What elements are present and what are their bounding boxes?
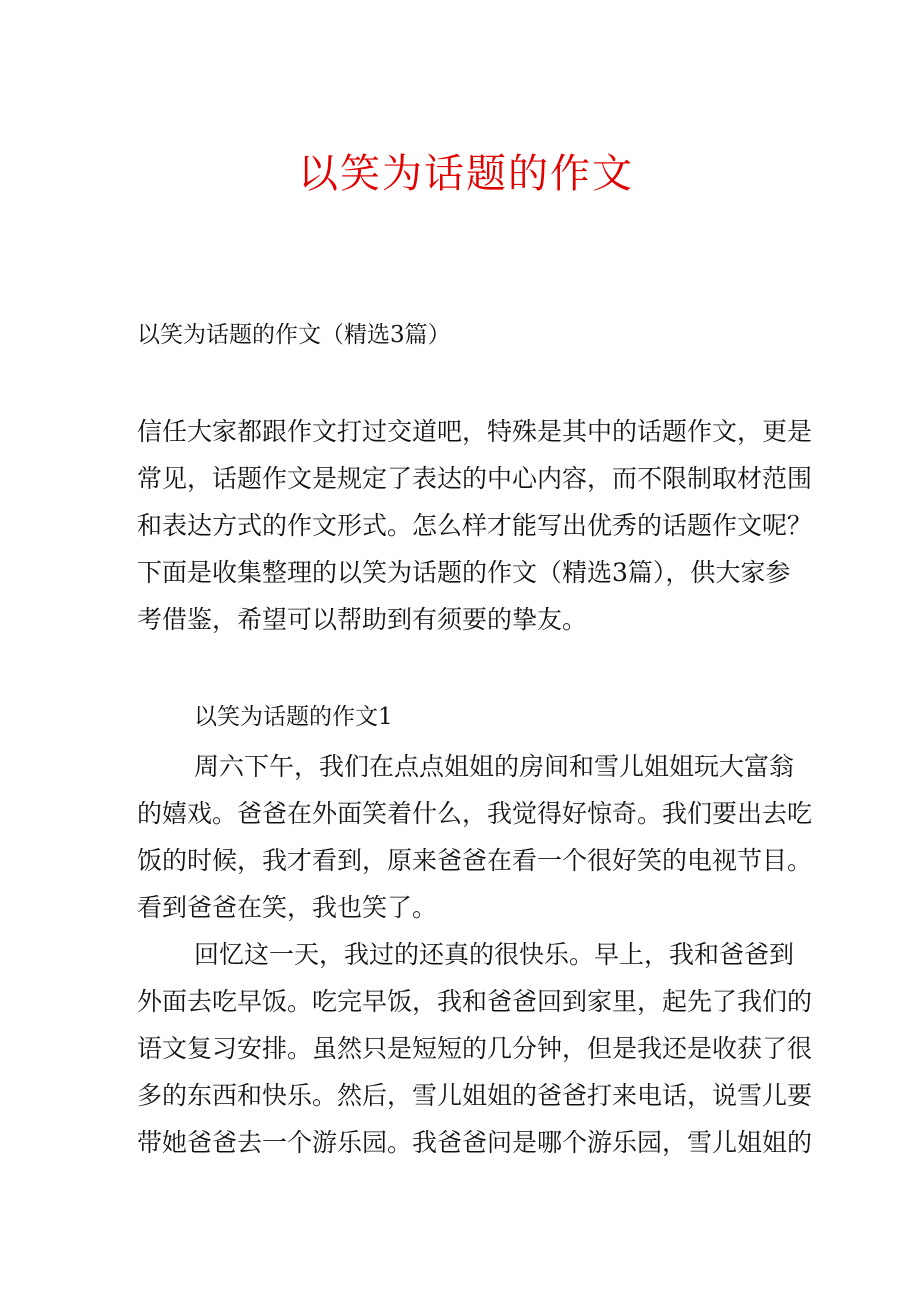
essay-line: 饭的时候，我才看到，原来爸爸在看一个很好笑的电视节目。	[137, 846, 813, 875]
intro-line: 常见，话题作文是规定了表达的中心内容，而不限制取材范围	[137, 464, 813, 493]
essay-line: 语文复习安排。虽然只是短短的几分钟，但是我还是收获了很	[137, 1034, 813, 1063]
essay-1-heading: 以笑为话题的作文1	[194, 704, 393, 730]
intro-line: 和表达方式的作文形式。怎么样才能写出优秀的话题作文呢？	[137, 511, 813, 540]
essay-line: 周六下午，我们在点点姐姐的房间和雪儿姐姐玩大富翁	[194, 752, 795, 781]
intro-line: 下面是收集整理的以笑为话题的作文（精选3篇），供大家参	[137, 558, 791, 587]
essay-line: 外面去吃早饭。吃完早饭，我和爸爸回到家里，起先了我们的	[137, 987, 813, 1016]
intro-line: 信任大家都跟作文打过交道吧，特殊是其中的话题作文，更是	[137, 417, 813, 446]
essay-line: 回忆这一天，我过的还真的很快乐。早上，我和爸爸到	[194, 940, 795, 969]
essay-line: 带她爸爸去一个游乐园。我爸爸问是哪个游乐园，雪儿姐姐的	[137, 1128, 813, 1157]
essay-line: 看到爸爸在笑，我也笑了。	[137, 893, 438, 922]
essay-line: 多的东西和快乐。然后，雪儿姐姐的爸爸打来电话，说雪儿要	[137, 1081, 813, 1110]
intro-line: 考借鉴，希望可以帮助到有须要的挚友。	[137, 605, 588, 634]
intro-paragraph	[137, 408, 813, 643]
document-subtitle: 以笑为话题的作文（精选3篇）	[137, 322, 451, 348]
essay-1-body	[137, 743, 813, 1166]
document-title: 以笑为话题的作文	[298, 151, 634, 197]
essay-line: 的嬉戏。爸爸在外面笑着什么，我觉得好惊奇。我们要出去吃	[137, 799, 813, 828]
